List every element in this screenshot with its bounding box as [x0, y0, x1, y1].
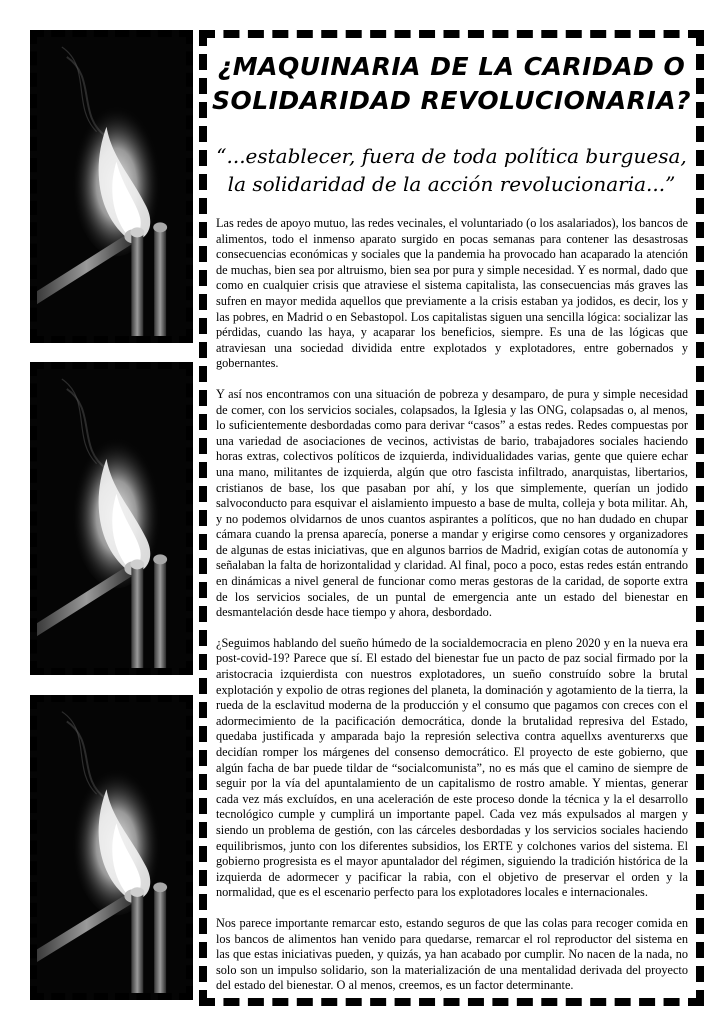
title-line-1: ¿MAQUINARIA DE LA CARIDAD O: [217, 52, 686, 81]
epigraph-quote: [207, 142, 696, 198]
burning-matches-photo-1: [30, 30, 193, 343]
title-line-2: SOLIDARIDAD REVOLUCIONARIA?: [211, 86, 692, 115]
paragraph-1: Las redes de apoyo mutuo, las redes vecinales, el voluntariado (o los asalariados), los bancos de alimentos, todo el inmenso aparato surgido en pocas semanas para contener las desastrosas consecuencias económicas y sociales que la pandemia ha provocado han acaparado la atención de muchas, bien sea por altruismo, bien sea por pura y simple necesidad. Y es normal, dado que como en cualquier crisis que atraviese el sistema capitalista, las consecuencias más graves las sufren en mayor medida aquellos que previamente a la crisis estaban ya jodidos, es decir, los y las pobres, en Madrid o en Sebastopol. Los capitalistas siguen una sencilla lógica: socializar las pérdidas, cuando las haya, y acaparar los beneficios, siempre. Es una de las lógicas que atraviesan una sociedad dividida entre explotados y explotadores, entre gobernados y gobernantes.: [216, 216, 688, 371]
article-frame: [199, 30, 704, 1006]
paragraph-2: Y así nos encontramos con una situación de pobreza y desamparo, de pura y simple necesidad de comer, con los servicios sociales, colapsados, la Iglesia y las ONG, colapsadas o, al menos, lo suficientemente desbordadas como para derivar “casos” a estas redes. Redes compuestas por una variedad de asociaciones de vecinos, activistas de bario, trabajadores sociales haciendo horas extras, colectivos políticos de izquierda, individualidades varias, gente que quiere echar una mano, militantes de izquierda, algún que otro fascista infiltrado, anarquistas, libertarios, cristianos de base, los que pasaban por ahí, y los que simplemente, querían un jodido salvoconducto para esquivar el aislamiento impuesto a base de multa, colleja y bota militar. Ah, y no podemos olvidarnos de unos cuantos aspirantes a políticos, que no han dudado en chupar cámara cuando la prensa aparecía, ponerse a mandar y erigirse como censores y organizadores de algunas de estas iniciativas, que en algunos barrios de Madrid, exigían cotas de autonomía y señalaban la falta de horizontalidad y claridad. Al final, poco a poco, estas redes están entrando en dinámicas a nivel general de funcionar como meras gestoras de la caridad, de soporte extra de los servicios sociales, de un puntal de emergencia ante un estado del bienestar en desmantelación desde hace tiempo y ahora, desbordado.: [216, 386, 688, 620]
paragraph-3: ¿Seguimos hablando del sueño húmedo de la socialdemocracia en pleno 2020 y en la nueva era post-covid-19? Parece que sí. El estado del bienestar fue un pacto de paz social firmado por la aristocracia izquierdista con nuestros explotadores, un sueño construído sobre la brutal explotación y expolio de otras regiones del planeta, la dominación y agotamiento de la tierra, la rueda de la esclavitud moderna de la producción y el consumo que pagamos con creces con el adormecimiento de la pacificación democrática, donde la brutalidad represiva del Estado, quedaba justificada y amparada bajo la represión selectiva contra aquellxs aventurerxs que decidían romper los márgenes del consenso democrático. El proyecto de este gobierno, que algún facha de bar puede tildar de “socialcomunista”, no es más que el camino de siempre de seguir por la vía del apuntalamiento de un capitalismo de rostro amable. Y mientas, generar cada vez más excluídos, en una aceleración de este proceso donde la técnica y la el desarrollo tecnológico cumple y cumplirá un importante papel. Cada vez más expulsados al margen y siendo un problema de gestión, con las cárceles desbordadas y los servicios sociales haciendo equilibrismos, junto con los diferentes subsidios, los ERTE y colchones varios del sistema. El gobierno progresista es el mayor apuntalador del régimen, siguiendo la tradición histórica de la izquierda de adormecer y pacificar la rabia, con el objetivo de preservar el orden y la normalidad, que es el escenario perfecto para los explotadores locales e internacionales.: [216, 635, 688, 900]
paragraph-4: Nos parece importante remarcar esto, estando seguros de que las colas para recoger comida en los bancos de alimentos han venido para quedarse, remarcar el rol reproductor del sistema en las que estas iniciativas pueden, y quizás, ya han acabado por cumplir. No nacen de la nada, no solo son un impulso solidario, son la materialización de una mentalidad derivada del proyecto del estado del bienestar. O al menos, creemos, es un factor determinante.: [216, 915, 688, 993]
quote-line-2: la solidaridad de la acción revolucionaria...”: [227, 172, 676, 196]
quote-line-1: “...establecer, fuera de toda política burguesa,: [216, 144, 687, 168]
burning-matches-photo-3: [30, 695, 193, 1000]
article-body: [216, 216, 688, 1009]
burning-matches-photo-2: [30, 362, 193, 675]
article-title: [207, 50, 696, 118]
